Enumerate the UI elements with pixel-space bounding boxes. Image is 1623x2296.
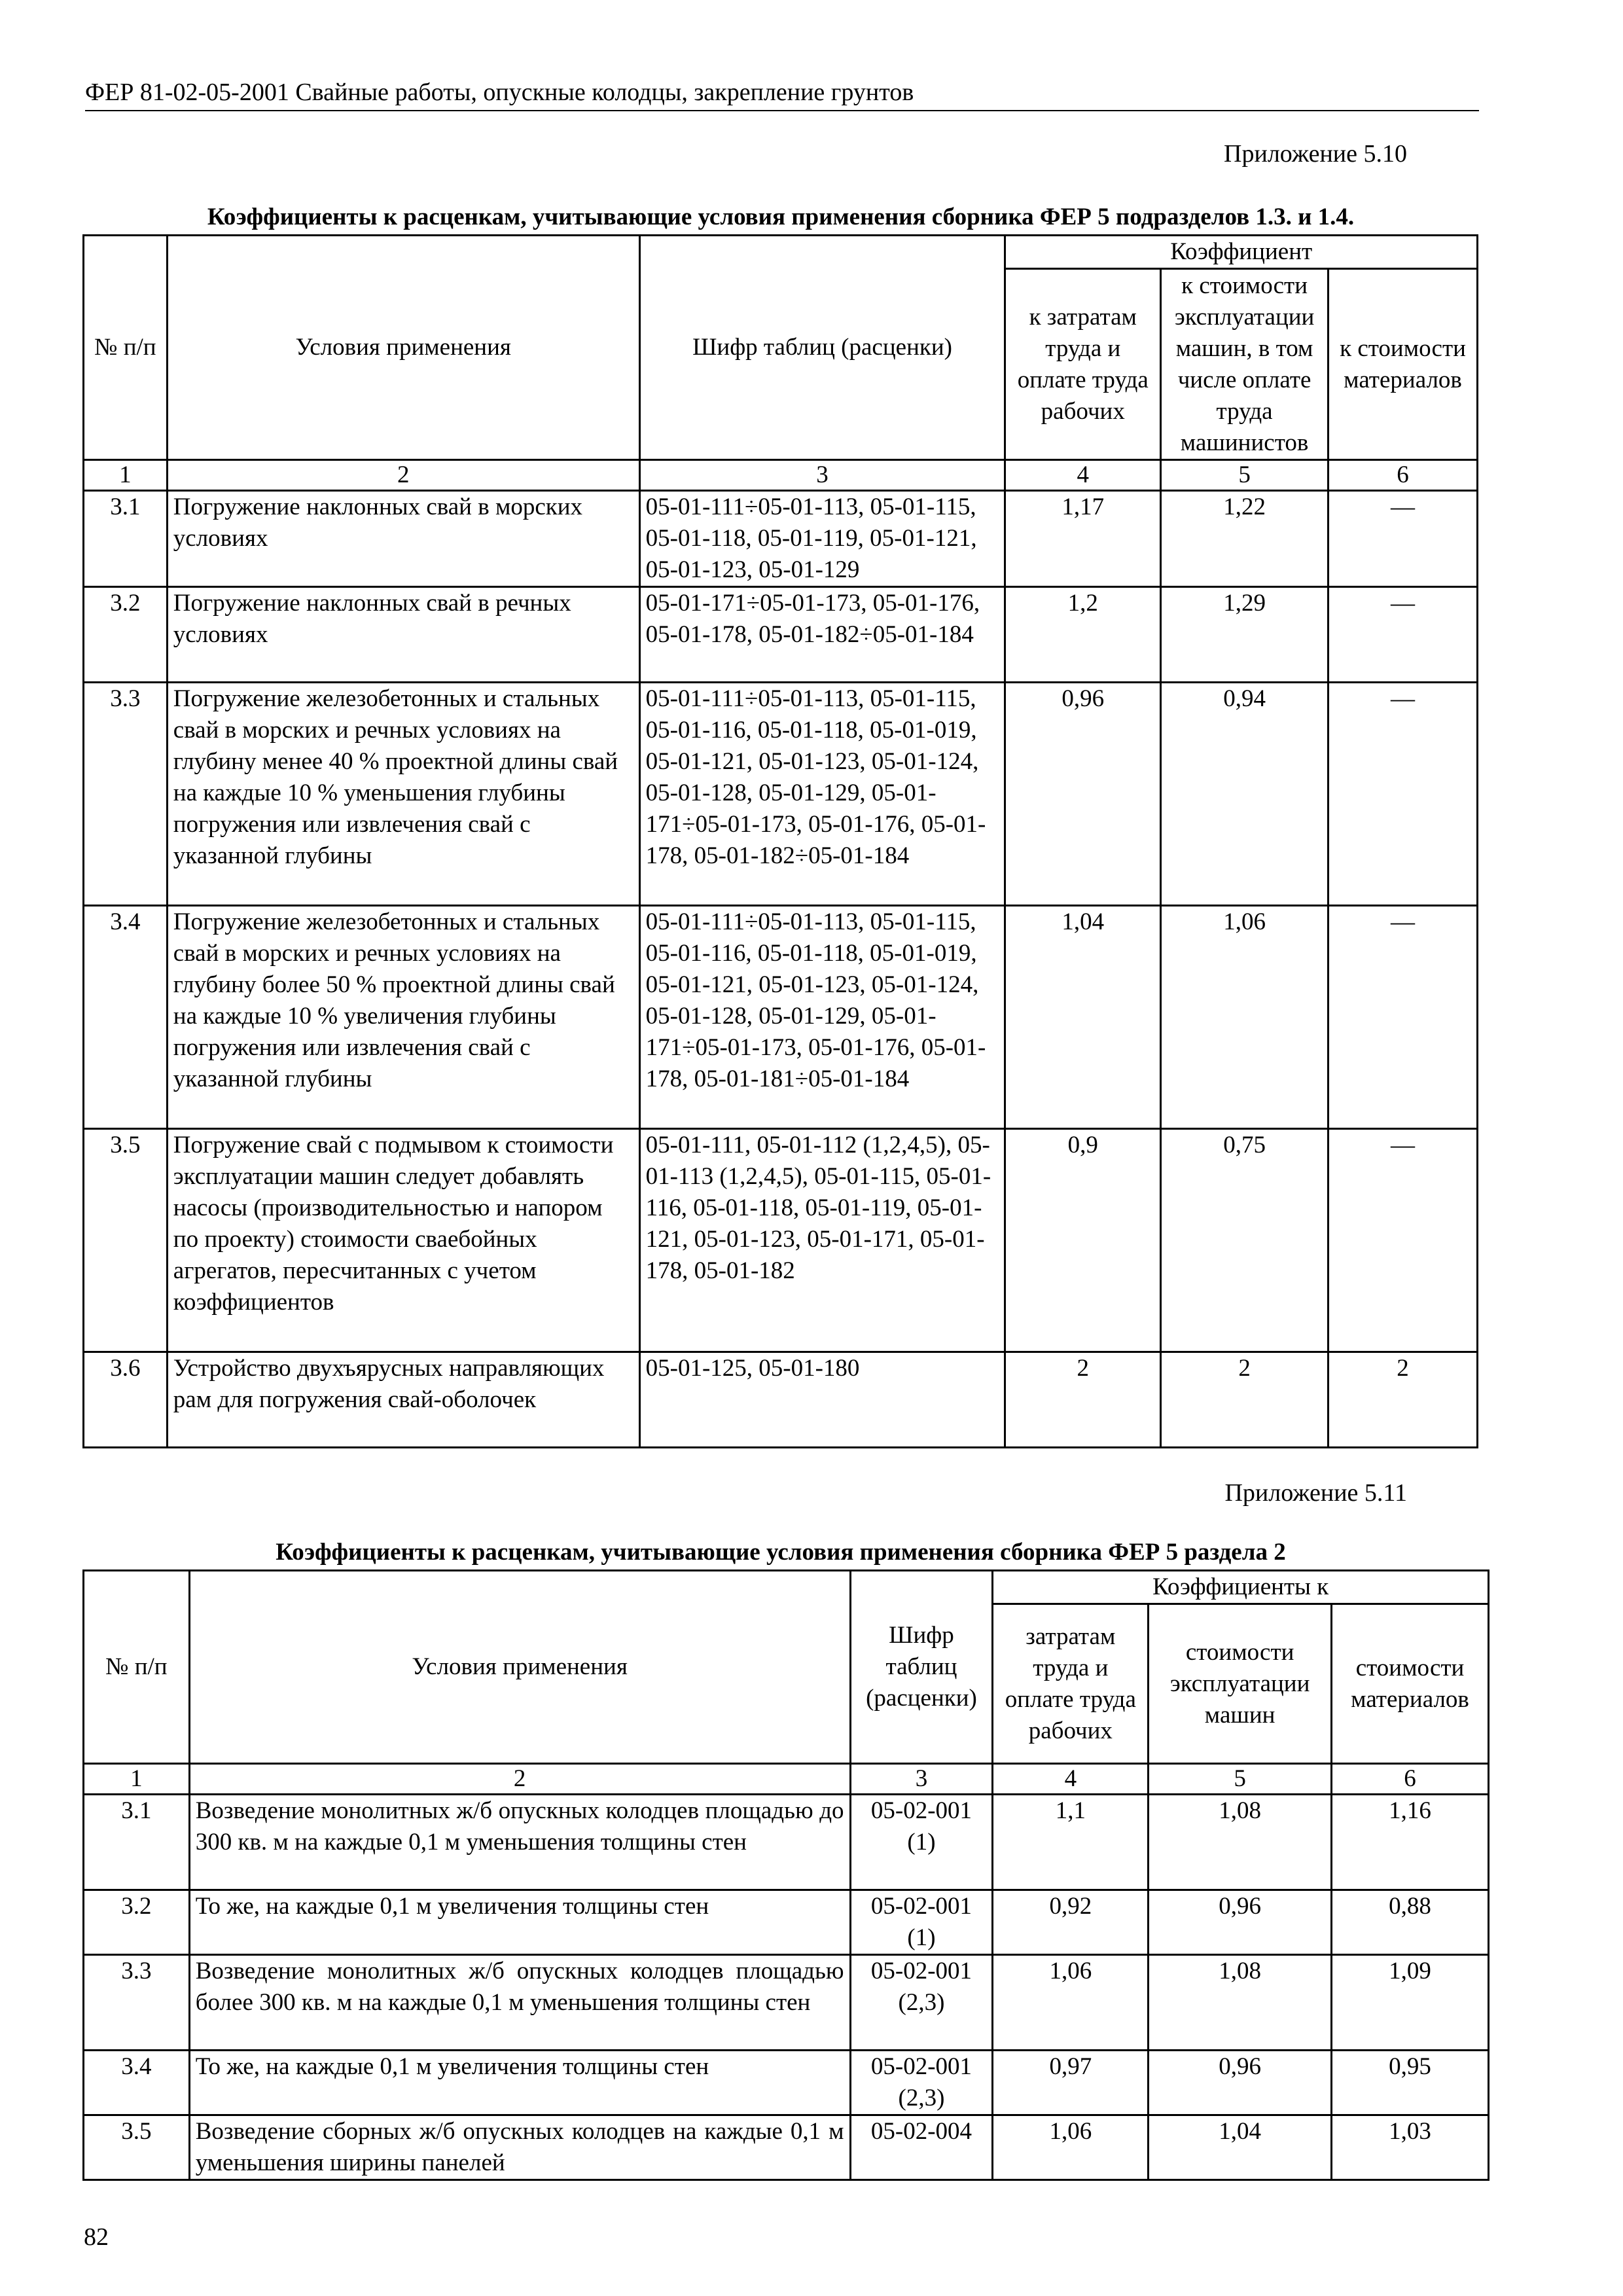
coefficients-table <box>82 234 1478 1448</box>
header-coefficient-group: Коэффициенты к <box>993 1571 1489 1604</box>
table-title: Коэффициенты к расценкам, учитывающие условия применения сборника ФЕР 5 подразделов 1.3. и 1.4. <box>207 204 1355 230</box>
column-index-row: 1 2 3 4 5 6 <box>84 1764 1489 1795</box>
header-conditions: Условия применения <box>167 236 639 460</box>
header-labor: затратам труда и оплате труда рабочих <box>993 1604 1149 1764</box>
running-header: ФЕР 81-02-05-2001 Свайные работы, опускные колодцы, закрепление грунтов <box>85 77 1479 111</box>
header-labor: к затратам труда и оплате труда рабочих <box>1005 269 1161 460</box>
table-row: 3.1 Возведение монолитных ж/б опускных колодцев площадью до 300 кв. м на каждые 0,1 м уменьшения толщины стен 05-02-001 (1) 1,1 1,08 1,16 <box>84 1795 1489 1890</box>
header-code: Шифр таблиц (расценки) <box>639 236 1005 460</box>
column-index-row: 1 2 3 4 5 6 <box>84 460 1478 491</box>
header-code: Шифр таблиц (расценки) <box>850 1571 993 1764</box>
table-row: 3.4 То же, на каждые 0,1 м увеличения толщины стен 05-02-001 (2,3) 0,97 0,96 0,95 <box>84 2051 1489 2115</box>
header-machines: стоимости эксплуатации машин <box>1149 1604 1332 1764</box>
table-row: 3.3 Погружение железобетонных и стальных свай в морских и речных условиях на глубину менее 40 % проектной длины свай на каждые 10 % уменьшения глубины погружения или извлечения свай с указанной глубины 05-01-111÷05-01-113, 05-01-115, 05-01-116, 05-01-118, 05-01-019, 05-01-121, 05-01-123, 05-01-124, 05-01-128, 05-01-129, 05-01-171÷05-01-173, 05-01-176, 05-01-178, 05-01-182÷05-01-184 0,96 0,94 — <box>84 683 1478 906</box>
table-row: 3.5 Возведение сборных ж/б опускных колодцев на каждые 0,1 м уменьшения ширины панелей 05-02-004 1,06 1,04 1,03 <box>84 2115 1489 2180</box>
table-row: 3.5 Погружение свай с подмывом к стоимости эксплуатации машин следует добавлять насосы (производительностью и напором по проекту) стоимости сваебойных агрегатов, пересчитанных с учетом коэффициентов 05-01-111, 05-01-112 (1,2,4,5), 05-01-113 (1,2,4,5), 05-01-115, 05-01-116, 05-01-118, 05-01-119, 05-01-121, 05-01-123, 05-01-171, 05-01-178, 05-01-182 0,9 0,75 — <box>84 1129 1478 1352</box>
header-coefficient-group: Коэффициент <box>1005 236 1478 269</box>
table-row: 3.2 То же, на каждые 0,1 м увеличения толщины стен 05-02-001 (1) 0,92 0,96 0,88 <box>84 1890 1489 1955</box>
table-title: Коэффициенты к расценкам, учитывающие условия применения сборника ФЕР 5 раздела 2 <box>276 1539 1286 1566</box>
appendix-label: Приложение 5.10 <box>1224 140 1407 168</box>
table-row: 3.2 Погружение наклонных свай в речных условиях 05-01-171÷05-01-173, 05-01-176, 05-01-178, 05-01-182÷05-01-184 1,2 1,29 — <box>84 587 1478 683</box>
table-row: 3.6 Устройство двухъярусных направляющих рам для погружения свай-оболочек 05-01-125, 05-01-180 2 2 2 <box>84 1352 1478 1448</box>
coefficients-table <box>82 1570 1489 2181</box>
header-conditions: Условия применения <box>189 1571 850 1764</box>
header-materials: к стоимости материалов <box>1329 269 1478 460</box>
page-number: 82 <box>84 2223 109 2251</box>
header-machines: к стоимости эксплуатации машин, в том числе оплате труда машинистов <box>1161 269 1329 460</box>
table-row: 3.1 Погружение наклонных свай в морских условиях 05-01-111÷05-01-113, 05-01-115, 05-01-118, 05-01-119, 05-01-121, 05-01-123, 05-01-129 1,17 1,22 — <box>84 491 1478 587</box>
header-materials: стоимости материалов <box>1332 1604 1489 1764</box>
header-num: № п/п <box>84 1571 190 1764</box>
table-row: 3.3 Возведение монолитных ж/б опускных колодцев площадью более 300 кв. м на каждые 0,1 м уменьшения толщины стен 05-02-001 (2,3) 1,06 1,08 1,09 <box>84 1955 1489 2051</box>
appendix-label: Приложение 5.11 <box>1224 1479 1407 1507</box>
table-row: 3.4 Погружение железобетонных и стальных свай в морских и речных условиях на глубину более 50 % проектной длины свай на каждые 10 % увеличения глубины погружения или извлечения свай с указанной глубины 05-01-111÷05-01-113, 05-01-115, 05-01-116, 05-01-118, 05-01-019, 05-01-121, 05-01-123, 05-01-124, 05-01-128, 05-01-129, 05-01-171÷05-01-173, 05-01-176, 05-01-178, 05-01-181÷05-01-184 1,04 1,06 — <box>84 906 1478 1129</box>
header-num: № п/п <box>84 236 168 460</box>
